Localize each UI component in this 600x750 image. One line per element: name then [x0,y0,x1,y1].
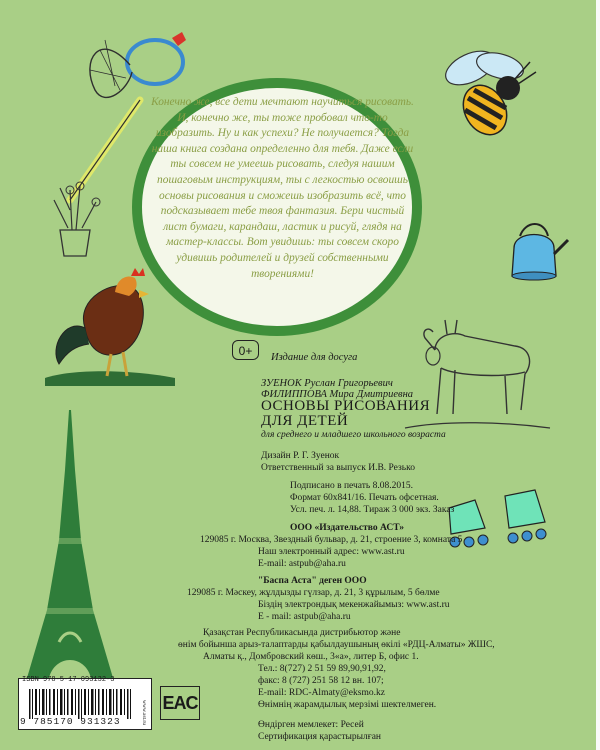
print-info-3: Усл. печ. л. 14,88. Тираж 3 000 экз. Заказ [290,505,455,515]
distributor-line-5: факс: 8 (727) 251 58 12 вн. 107; [258,676,384,686]
barcode-digits: 9 785170 931323 [20,716,121,727]
publisher-address: 129085 г. Москва, Звездный бульвар, д. 21, строение 3, комната 5 [200,535,463,545]
goat-icon [395,310,555,440]
design-credit: Дизайн Р. Г. Зуенок [261,451,340,461]
author-1: ЗУЕНОК Руслан Григорьевич [261,378,393,389]
author-2: ФИЛИППОВА Мира Дмитриевна [261,389,414,400]
edition-type: Издание для досуга [271,352,358,363]
publisher-name: ООО «Издательство АСТ» [290,523,405,533]
distributor-line-3: Алматы қ., Домбровский көш., 3«а», литер Б, офис 1. [203,652,419,662]
kz-publisher-name: "Баспа Аста" деген ООО [258,576,367,586]
publisher-email: E-mail: astpub@aha.ru [258,559,346,569]
barcode-side-text: www.ast.ru [141,700,147,725]
age-rating-badge: 0+ [232,340,259,360]
kz-publisher-web: Біздің электрондық мекенжайымыз: www.ast.ru [258,600,450,610]
kz-publisher-email: E - mail: astpub@aha.ru [258,612,351,622]
print-info-2: Формат 60x841/16. Печать офсетная. [290,493,439,503]
eac-mark: EAC [160,686,200,720]
responsible-credit: Ответственный за выпуск И.В. Резько [261,463,415,473]
isbn: ISBN 978-5-17-093132-3 [22,676,115,684]
book-title-line-1: ОСНОВЫ РИСОВАНИЯ [261,398,431,414]
distributor-line-7: Өнімнің жарамдылық мерзімі шектелмеген. [258,700,437,710]
potted-cactus-icon [40,180,110,260]
publisher-web: Наш электронный адрес: www.ast.ru [258,547,405,557]
print-info-1: Подписано в печать 8.08.2015. [290,481,414,491]
roller-skates-icon [445,486,555,556]
page-edge [596,0,600,750]
rooster-icon [45,268,175,393]
origin-country: Өндірген мемлекет: Ресей [258,720,364,730]
teapot-icon [500,218,570,288]
distributor-line-1: Қазақстан Республикасында дистрибьютор және [203,628,401,638]
distributor-line-6: E-mail: RDC-Almaty@eksmo.kz [258,688,385,698]
kz-publisher-address: 129085 г. Мәскеу, жұлдызды гүлзар, д. 21, 3 құрылым, 5 бөлме [187,588,440,598]
certification-note: Сертификация қарастырылған [258,732,381,742]
book-subtitle: для среднего и младшего школьного возраста [261,430,446,440]
book-title-line-2: ДЛЯ ДЕТЕЙ [261,413,349,429]
distributor-line-4: Тел.: 8(727) 2 51 59 89,90,91,92, [258,664,386,674]
intro-text: Конечно же, все дети мечтают научиться рисовать. И, конечно же, ты тоже пробовал что-то изобразить. Ну и как успехи? Не получается? Тогда наша книга создана определенно для тебя. Даже если ты совсем не умеешь рисовать, следуя нашим пошаговым инструкциям, ты с легкостью освоишь основы рисования и сможешь изобразить всё, что подсказывает тебе твоя фантазия. Бери чистый лист бумаги, карандаш, ластик и рисуй, глядя на мастер-классы. Вот увидишь: ты совсем скоро удивишь родителей и друзей собственными творениями! [151,96,414,280]
eiffel-tower-icon [25,410,115,680]
distributor-line-2: өнім бойынша арыз-талаптарды қабылдаушының өкілі «РДЦ-Алматы» ЖШС, [178,640,495,650]
bee-icon [430,40,550,150]
